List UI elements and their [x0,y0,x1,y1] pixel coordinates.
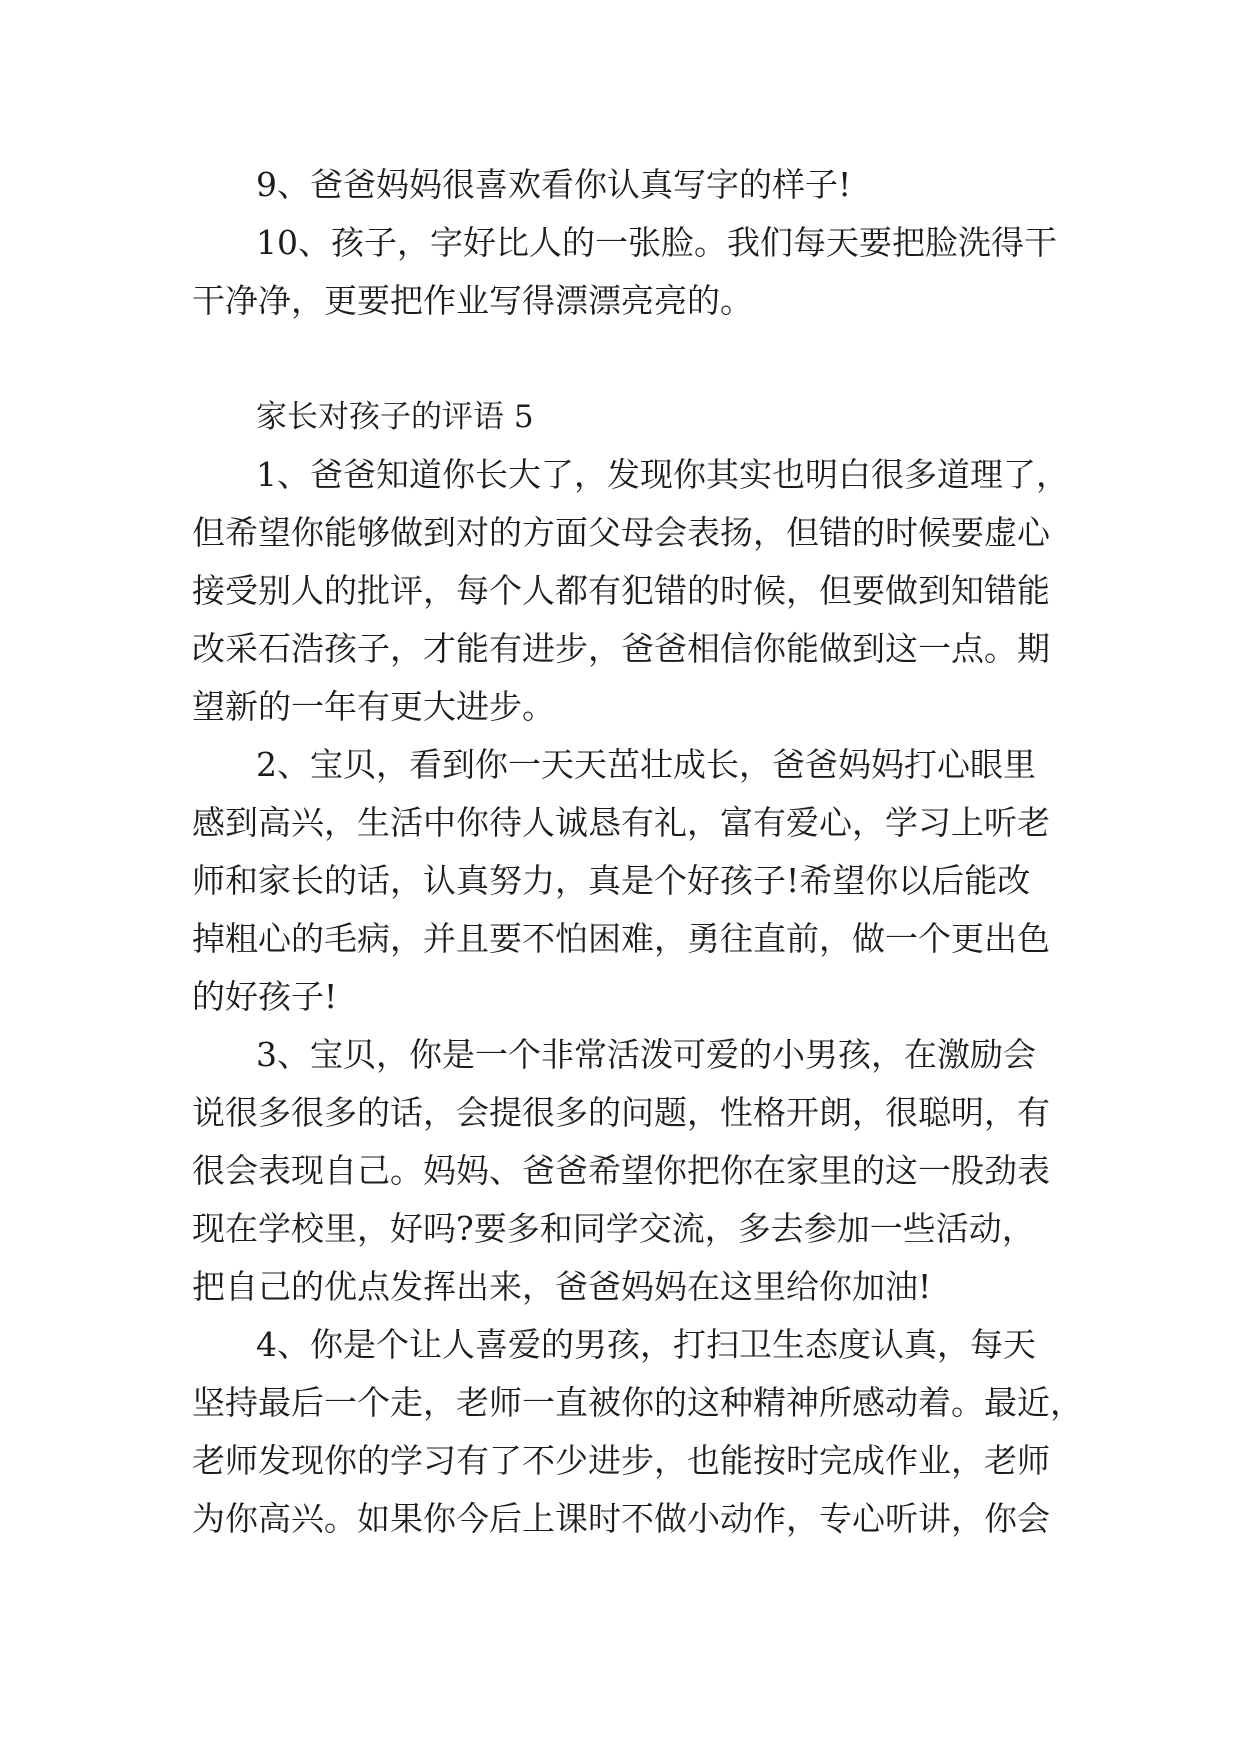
paragraph-line: 望新的一年有更大进步。 [192,687,555,726]
section-heading: 家长对孩子的评语 5 [256,399,534,435]
paragraph-line: 2、宝贝，看到你一天天茁壮成长，爸爸妈妈打心眼里 [256,745,1036,784]
paragraph-line: 老师发现你的学习有了不少进步，也能按时完成作业，老师 [192,1441,1050,1480]
document-body [192,156,1092,1548]
paragraph-item-9 [192,156,1092,214]
paragraph-line: 1、爸爸知道你长大了，发现你其实也明白很多道理了， [256,455,1069,494]
paragraph-item-3 [192,1026,1092,1316]
paragraph-line: 的好孩子! [192,977,338,1016]
paragraph-item-2 [192,736,1092,1026]
paragraph-line: 改采石浩孩子，才能有进步，爸爸相信你能做到这一点。期 [192,629,1050,668]
paragraph-line: 接受别人的批评，每个人都有犯错的时候，但要做到知错能 [192,571,1050,610]
paragraph-line: 师和家长的话，认真努力，真是个好孩子!希望你以后能改 [192,861,1031,900]
section-comments-5 [192,388,1092,1548]
paragraph-line: 干净净，更要把作业写得漂漂亮亮的。 [192,281,753,320]
paragraph-item-4 [192,1316,1092,1548]
paragraph-line: 现在学校里，好吗?要多和同学交流，多去参加一些活动， [192,1209,1035,1248]
paragraph-line: 但希望你能够做到对的方面父母会表扬，但错的时候要虚心 [192,513,1050,552]
paragraph-line: 感到高兴，生活中你待人诚恳有礼，富有爱心，学习上听老 [192,803,1050,842]
paragraph-line: 坚持最后一个走，老师一直被你的这种精神所感动着。最近， [192,1383,1083,1422]
paragraph-line: 4、你是个让人喜爱的男孩，打扫卫生态度认真，每天 [256,1325,1036,1364]
paragraph-line: 3、宝贝，你是一个非常活泼可爱的小男孩，在激励会 [256,1035,1036,1074]
paragraph-line: 很会表现自己。妈妈、爸爸希望你把你在家里的这一股劲表 [192,1151,1050,1190]
paragraph-line: 10、孩子，字好比人的一张脸。我们每天要把脸洗得干 [256,223,1057,262]
paragraph-line: 说很多很多的话，会提很多的问题，性格开朗，很聪明，有 [192,1093,1050,1132]
paragraph-line: 为你高兴。如果你今后上课时不做小动作，专心听讲，你会 [192,1499,1050,1538]
paragraph-item-10 [192,214,1092,330]
paragraph-line: 9、爸爸妈妈很喜欢看你认真写字的样子! [256,165,852,204]
paragraph-line: 把自己的优点发挥出来，爸爸妈妈在这里给你加油! [192,1267,932,1306]
paragraph-item-1 [192,446,1092,736]
paragraph-line: 掉粗心的毛病，并且要不怕困难，勇往直前，做一个更出色 [192,919,1050,958]
